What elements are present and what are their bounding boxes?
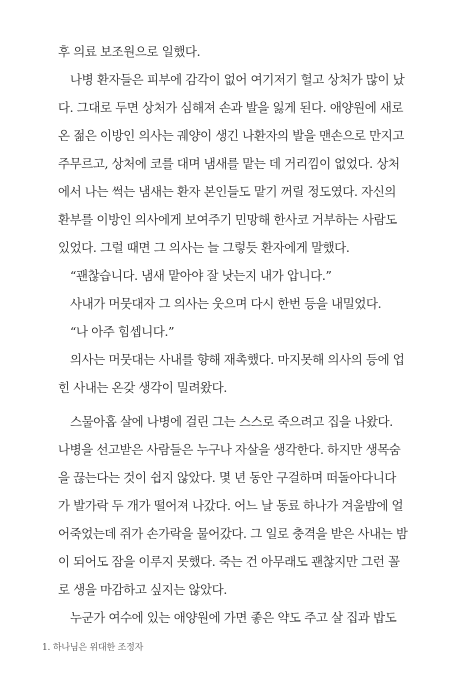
text-line: 환부를 이방인 의사에게 보여주기 민망해 한사코 거부하는 사람도: [58, 212, 397, 227]
text-line: 누군가 여수에 있는 애양원에 가면 좋은 약도 주고 살 집과 밥도: [70, 610, 397, 625]
text-line: 힌 사내는 온갖 생각이 밀려왔다.: [58, 380, 227, 395]
text-line: “나 아주 힘셉니다.”: [70, 324, 175, 339]
text-line: 주무르고, 상처에 코를 대며 냄새를 맡는 데 거리낌이 없었다. 상처: [58, 156, 400, 171]
text-line: 의사는 머뭇대는 사내를 향해 재촉했다. 마지못해 의사의 등에 업: [70, 352, 405, 367]
text-line: “괜찮습니다. 냄새 맡아야 잘 낫는지 내가 압니다.”: [70, 268, 332, 283]
text-line: 나병 환자들은 피부에 감각이 없어 여기저기 헐고 상처가 많이 났: [70, 72, 405, 87]
text-line: 있었다. 그럴 때면 그 의사는 늘 그렇듯 환자에게 말했다.: [58, 240, 350, 255]
text-line: 어죽었는데 쥐가 손가락을 물어갔다. 그 일로 충격을 받은 사내는 밤: [58, 526, 408, 541]
text-line: 을 끊는다는 것이 쉽지 않았다. 몇 년 동안 구걸하며 떠돌아다니다: [58, 470, 396, 485]
text-line: 나병을 선고받은 사람들은 누구나 자살을 생각한다. 하지만 생목숨: [58, 442, 401, 457]
text-line: 이 되어도 잠을 이루지 못했다. 죽는 건 아무래도 괜찮지만 그런 꼴: [58, 554, 400, 569]
text-line: 로 생을 마감하고 싶지는 않았다.: [58, 582, 227, 597]
text-line: 다. 그대로 두면 상처가 심해져 손과 발을 잃게 된다. 애양원에 새로: [58, 100, 404, 115]
text-line: 스물아홉 살에 나병에 걸린 그는 스스로 죽으려고 집을 나왔다.: [70, 414, 393, 429]
text-line: 에서 나는 썩는 냄새는 환자 본인들도 맡기 꺼릴 정도였다. 자신의: [58, 184, 396, 199]
text-line: 후 의료 보조원으로 일했다.: [58, 44, 201, 59]
footnote: 1. 하나님은 위대한 조정자: [42, 643, 144, 653]
text-line: 사내가 머뭇대자 그 의사는 웃으며 다시 한번 등을 내밀었다.: [70, 296, 382, 311]
text-line: 가 발가락 두 개가 떨어져 나갔다. 어느 날 동료 하나가 겨울밤에 얼: [58, 498, 404, 513]
text-line: 온 젊은 이방인 의사는 궤양이 생긴 나환자의 발을 맨손으로 만지고: [58, 128, 405, 143]
